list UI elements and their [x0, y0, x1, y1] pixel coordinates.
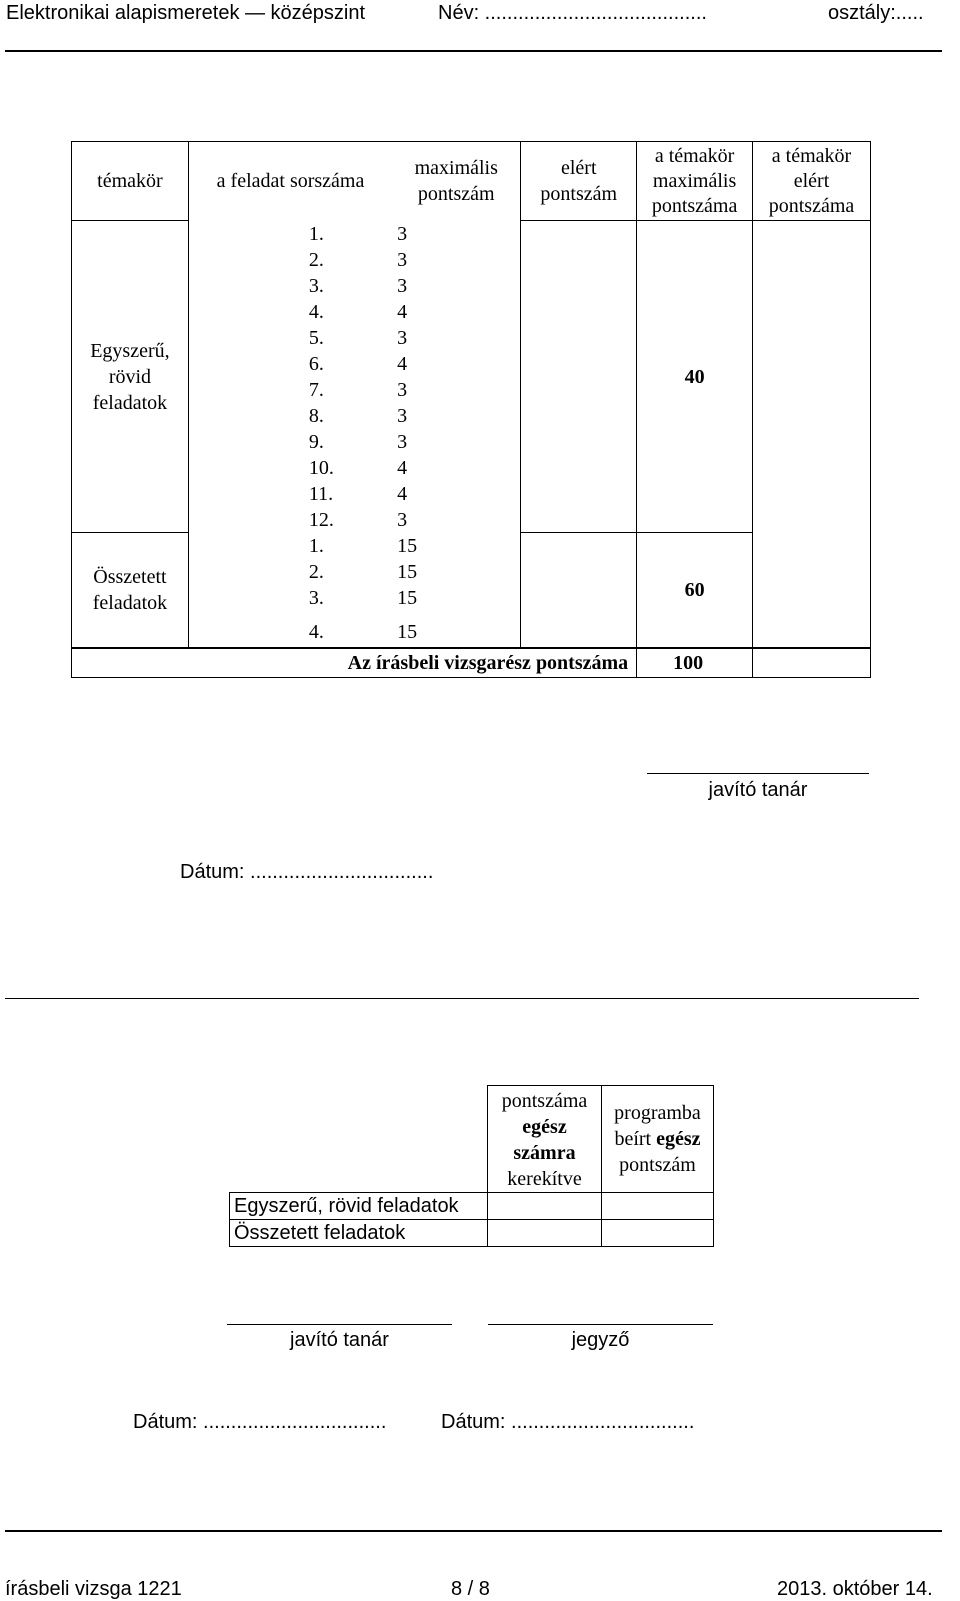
section-divider: [5, 998, 919, 999]
task-max: 15: [397, 586, 418, 609]
score-table-header: [72, 142, 871, 221]
topic-max-complex: 60: [637, 533, 753, 648]
task-max: 3: [397, 430, 408, 453]
header-topic: témakör: [72, 142, 189, 221]
total-label: Az írásbeli vizsgarész pontszáma: [72, 648, 637, 678]
table-row: [72, 533, 871, 559]
table-row: [230, 1193, 714, 1220]
task-max: 4: [397, 352, 408, 375]
task-max: 3: [397, 404, 408, 427]
program-cell[interactable]: [602, 1193, 714, 1220]
date-field-notary: Dátum: .................................: [441, 1411, 695, 1433]
row-label-complex: Összetett feladatok: [230, 1220, 488, 1247]
footer-exam-id: írásbeli vizsga 1221: [5, 1578, 182, 1600]
total-value: 100: [637, 648, 753, 678]
table-row: [72, 221, 871, 247]
group-label-complex: Összetett feladatok: [72, 533, 189, 648]
task-number: 12.: [308, 508, 334, 531]
score-table: [71, 141, 871, 678]
task-number: 3.: [308, 586, 324, 609]
task-max: 3: [397, 326, 408, 349]
rounded-cell[interactable]: [488, 1220, 602, 1247]
task-number: 8.: [308, 404, 324, 427]
program-cell[interactable]: [602, 1220, 714, 1247]
task-max: 4: [397, 482, 408, 505]
header-program-entered: programba beírt egész pontszám: [602, 1086, 714, 1193]
task-number: 4.: [308, 300, 324, 323]
task-max: 3: [397, 508, 408, 531]
achieved-cell-simple[interactable]: [521, 221, 637, 533]
task-max: 3: [397, 222, 408, 245]
row-label-simple: Egyszerű, rövid feladatok: [230, 1193, 488, 1220]
task-number: 10.: [308, 456, 334, 479]
task-number: 1.: [308, 222, 324, 245]
total-achieved-cell[interactable]: [753, 648, 871, 678]
date-field-teacher: Dátum: .................................: [133, 1411, 387, 1433]
achieved-cell-complex[interactable]: [521, 533, 637, 648]
signature-label-notary: jegyző: [571, 1329, 630, 1351]
header-divider: [5, 50, 942, 52]
task-number: 6.: [308, 352, 324, 375]
task-number: 1.: [308, 534, 324, 557]
header-topic-max: a témakör maximális pontszáma: [637, 142, 753, 221]
topic-max-simple: 40: [637, 221, 753, 533]
signature-line-teacher-2: [227, 1324, 452, 1325]
total-row: [72, 648, 871, 678]
task-max: 4: [397, 300, 408, 323]
topic-achieved-cell[interactable]: [753, 221, 871, 648]
task-max: 3: [397, 248, 408, 271]
rounded-score-header: [230, 1086, 714, 1193]
task-number: 4.: [308, 620, 324, 643]
task-max: 15: [397, 534, 418, 557]
task-number: 2.: [308, 248, 324, 271]
task-max: 15: [397, 620, 418, 643]
task-number: 9.: [308, 430, 324, 453]
header-topic-achieved: a témakör elért pontszáma: [753, 142, 871, 221]
task-max: 15: [397, 560, 418, 583]
header-achieved-points: elért pontszám: [521, 142, 637, 221]
signature-label-teacher-2: javító tanár: [290, 1329, 389, 1351]
header-subject: Elektronikai alapismeretek — középszint: [6, 2, 366, 24]
header-rounded: pontszáma egész számra kerekítve: [488, 1086, 602, 1193]
group-label-simple: Egyszerű, rövid feladatok: [72, 221, 189, 533]
header-max-points: maximális pontszám: [392, 142, 521, 221]
signature-label-teacher: javító tanár: [708, 779, 808, 801]
signature-line-teacher: [647, 773, 869, 774]
task-max: 3: [397, 378, 408, 401]
footer-date: 2013. október 14.: [777, 1578, 933, 1600]
rounded-cell[interactable]: [488, 1193, 602, 1220]
header-name-field: Név: ........................................: [438, 2, 707, 24]
task-number: 11.: [308, 482, 334, 505]
task-number: 2.: [308, 560, 324, 583]
footer-divider: [5, 1530, 942, 1532]
task-max: 4: [397, 456, 408, 479]
rounded-score-table: [229, 1085, 714, 1247]
header-task-number: a feladat sorszáma: [188, 142, 392, 221]
task-number: 5.: [308, 326, 324, 349]
date-field: Dátum: .................................: [180, 861, 434, 883]
task-number: 3.: [308, 274, 324, 297]
task-max: 3: [397, 274, 408, 297]
signature-line-notary: [488, 1324, 713, 1325]
footer-page: 8 / 8: [451, 1578, 490, 1600]
task-number: 7.: [308, 378, 324, 401]
table-row: [230, 1220, 714, 1247]
header-class-field: osztály:.....: [828, 2, 924, 24]
